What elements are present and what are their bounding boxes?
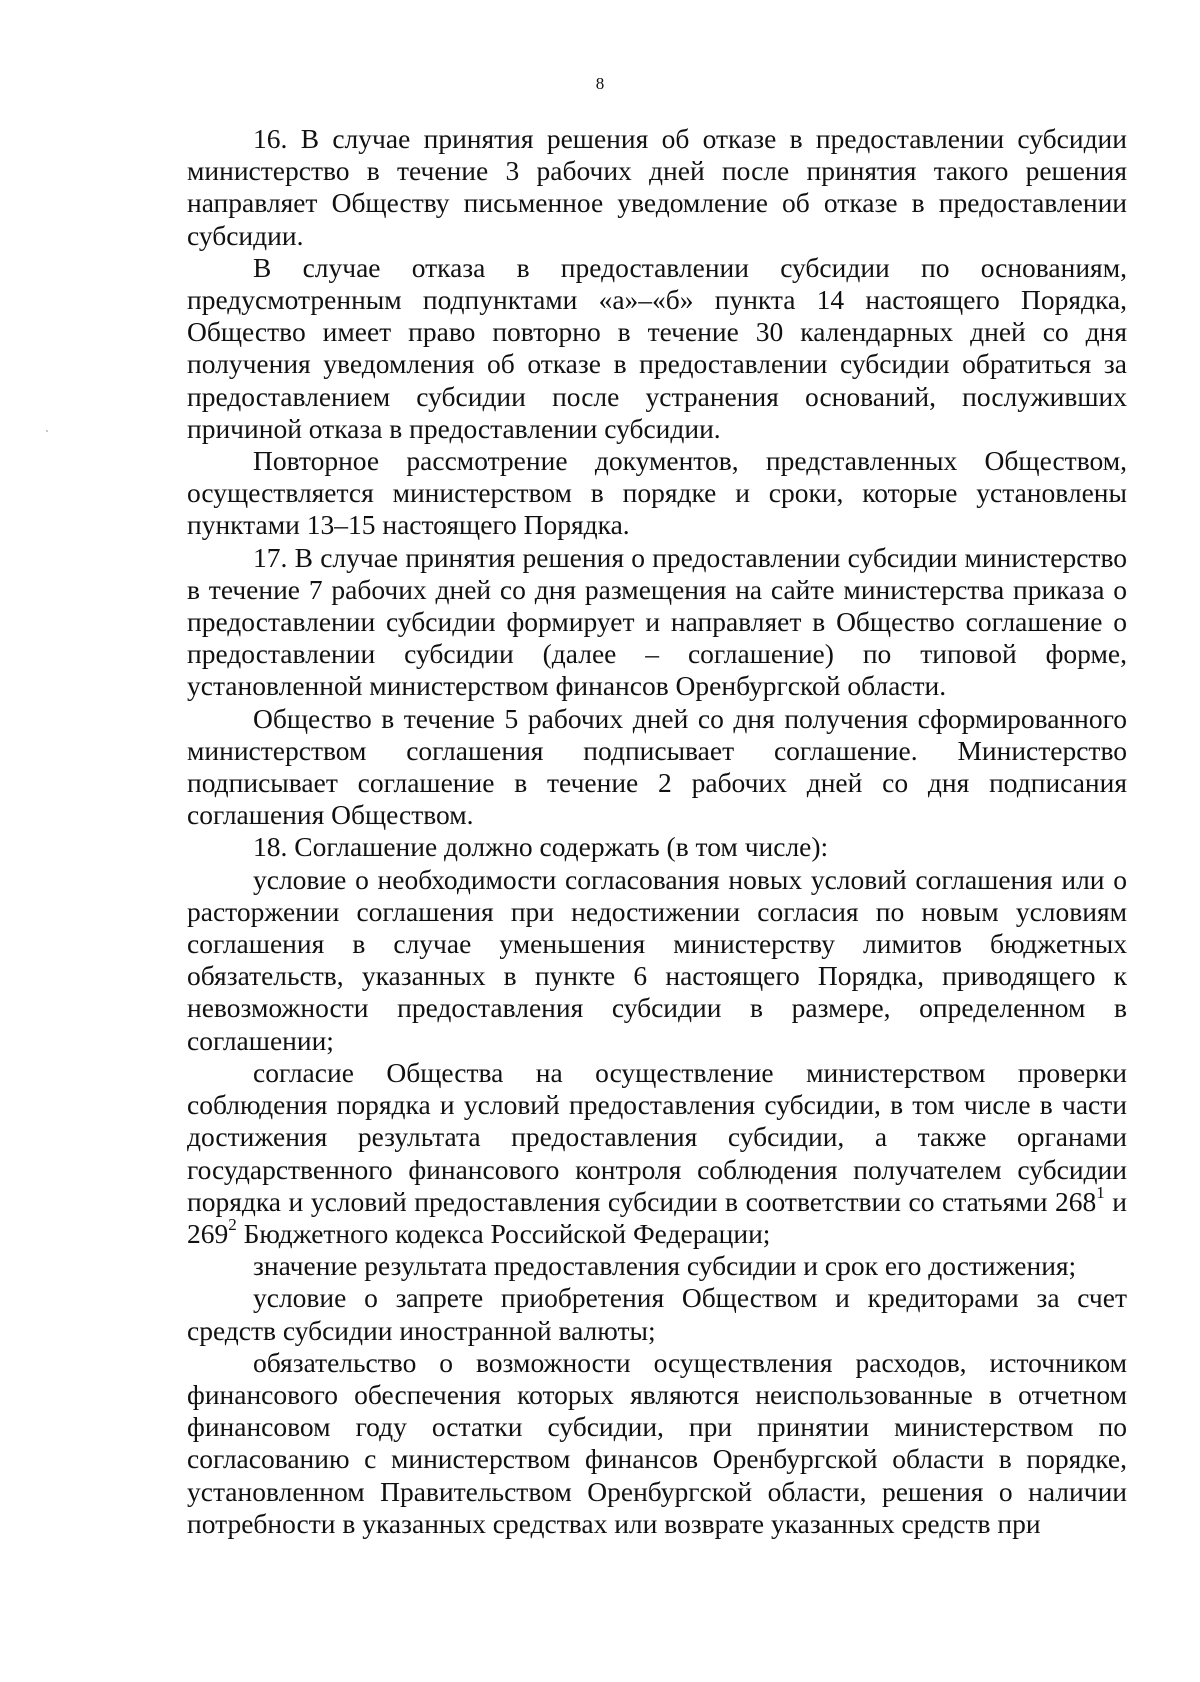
paragraph-repeat-application: В случае отказа в предоставлении субсидии по основаниям, предусмотренным подпунктами «а»–«б» пункта 14 настоящего Порядка, Общество имеет право повторно в течение 30 календарных дней со дня получения уведомления об отказе в предоставлении субсидии обратиться за предоставлением субсидии после устранения оснований, послуживших причиной отказа в предоставлении субсидии. — [187, 251, 1127, 444]
page-number: 8 — [595, 74, 605, 93]
paragraph-repeat-review: Повторное рассмотрение документов, представленных Обществом, осуществляется министерством в порядке и сроки, которые установлены пунктами 13–15 настоящего Порядка. — [187, 445, 1127, 541]
superscript-2: 2 — [228, 1215, 237, 1235]
scan-artifact — [46, 430, 48, 432]
consent-text-part-2: и 269 — [187, 1185, 1128, 1249]
consent-text-part-3: Бюджетного кодекса Российской Федерации; — [236, 1217, 771, 1249]
paragraph-result-value: значение результата предоставления субсидии и срок его достижения; — [253, 1250, 1077, 1282]
paragraph-unused-funds: обязательство о возможности осуществления расходов, источником финансового обеспечения которых являются неиспользованные в отчетном финансовом году остатки субсидии, при принятии министерством по согласованию с министерством финансов Оренбургской области в порядке, установленном Правительством Оренбургской области, решения о наличии потребности в указанных средствах или возврате указанных средств при — [187, 1346, 1127, 1539]
superscript-1: 1 — [1096, 1182, 1105, 1202]
paragraph-consent-audit — [187, 1057, 1127, 1250]
paragraph-17-agreement: 17. В случае принятия решения о предоставлении субсидии министерство в течение 7 рабочих дней со дня размещения на сайте министерства приказа о предоставлении субсидии формирует и направляет в Общество соглашение о предоставлении субсидии (далее – соглашение) по типовой форме, установленной министерством финансов Оренбургской области. — [187, 541, 1127, 702]
paragraph-currency-ban: условие о запрете приобретения Обществом и кредиторами за счет средств субсидии иностранной валюты; — [187, 1282, 1127, 1346]
consent-text-part-1: согласие Общества на осуществление министерством проверки соблюдения порядка и условий предоставления субсидии, в том числе в части достижения результата предоставления субсидии, а также органами государственного финансового контроля соблюдения получателем субсидии порядка и условий предоставления субсидии в соответствии со статьями 268 — [187, 1056, 1127, 1217]
paragraph-16-refusal-notice: 16. В случае принятия решения об отказе в предоставлении субсидии министерство в течение 3 рабочих дней после принятия такого решения направляет Обществу письменное уведомление об отказе в предоставлении субсидии. — [187, 123, 1127, 251]
paragraph-agreement-signing: Общество в течение 5 рабочих дней со дня получения сформированного министерством соглашения подписывает соглашение. Министерство подписывает соглашение в течение 2 рабочих дней со дня подписания соглашения Обществом. — [187, 702, 1127, 831]
document-body — [187, 123, 1127, 1540]
paragraph-18-agreement-content: 18. Соглашение должно содержать (в том числе): — [253, 831, 829, 863]
paragraph-condition-new-terms: условие о необходимости согласования новых условий соглашения или о расторжении соглашения при недостижении согласия по новым условиям соглашения в случае уменьшения министерству лимитов бюджетных обязательств, указанных в пункте 6 настоящего Порядка, приводящего к невозможности предоставления субсидии в размере, определенном в соглашении; — [187, 863, 1127, 1056]
